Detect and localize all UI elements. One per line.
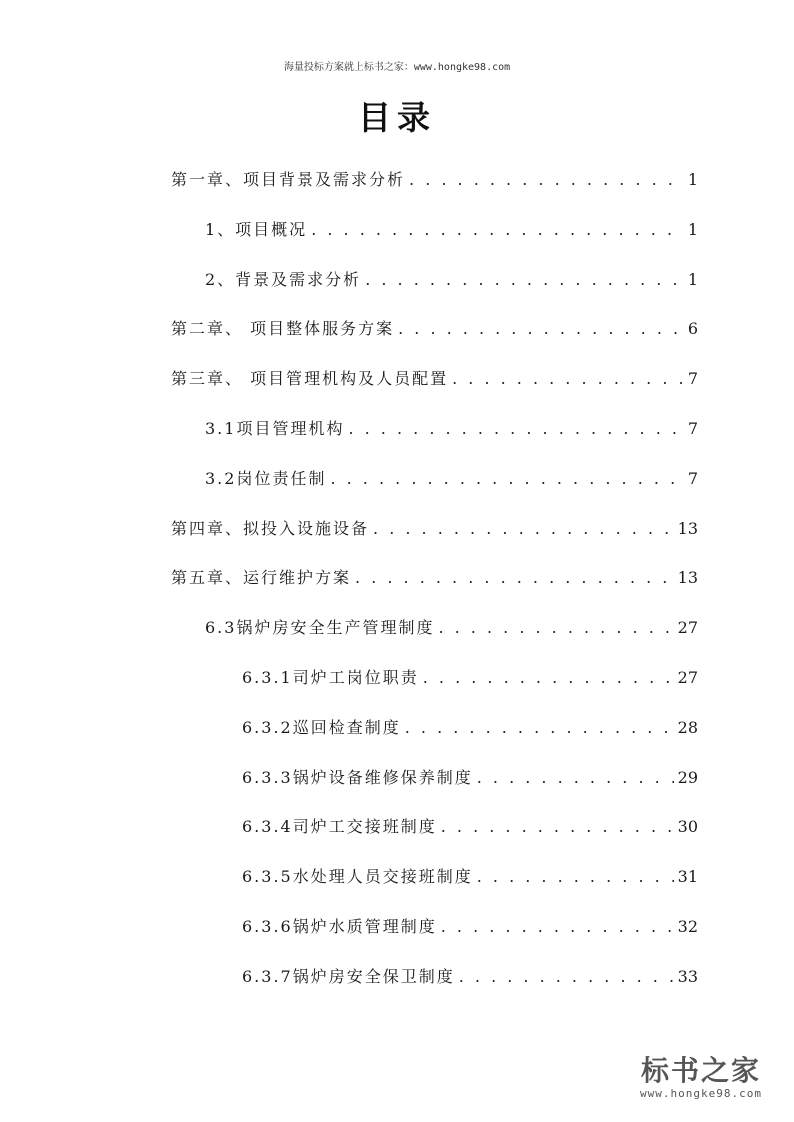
toc-entry-page: 27 [677,668,698,687]
toc-entry[interactable] [171,366,698,396]
toc-entry[interactable] [205,615,698,645]
toc-entry-page: 31 [677,867,698,887]
toc-entry[interactable] [205,217,698,247]
toc-dot-leader [477,867,674,886]
toc-entry-label: 6.3锅炉房安全生产管理制度 [205,618,435,638]
toc-entry-label: 第一章、项目背景及需求分析 [171,170,406,189]
toc-entry[interactable] [205,466,698,496]
watermark-url: www.hongke98.com [640,1087,762,1100]
toc-dot-leader [459,967,674,986]
toc-entry-page: 7 [687,419,698,438]
toc-entry-page: 1 [687,170,698,189]
toc-entry-page: 29 [677,767,698,787]
toc-entry-label: 第四章、拟投入设施设备 [171,518,370,538]
toc-dot-leader [477,768,674,787]
toc-entry[interactable] [242,914,698,944]
toc-entry-label: 6.3.1司炉工岗位职责 [242,668,419,687]
toc-dot-leader [441,817,674,836]
toc-entry[interactable] [171,516,698,546]
toc-dot-leader [438,618,673,637]
toc-entry[interactable] [242,814,698,844]
toc-entry-page: 28 [677,717,698,737]
toc-entry-page: 30 [677,817,698,837]
toc-entry-page: 1 [687,269,698,289]
toc-entry[interactable] [171,316,698,346]
toc-entry[interactable] [171,565,698,595]
toc-entry-page: 32 [677,917,698,936]
toc-entry-label: 1、项目概况 [205,219,308,239]
toc-entry-page: 1 [687,219,698,239]
toc-entry-page: 33 [677,966,698,986]
toc-dot-leader [348,419,683,438]
toc-entry[interactable] [242,964,698,994]
toc-entry[interactable] [242,864,698,894]
toc-entry[interactable] [205,416,698,446]
toc-dot-leader [365,270,684,289]
toc-dot-leader [330,469,683,488]
toc-entry-page: 13 [677,518,698,538]
header-note: 海量投标方案就上标书之家：www.hongke98.com [283,62,511,73]
toc-entry[interactable] [242,715,698,745]
watermark-logo [626,1055,776,1100]
toc-dot-leader [409,170,684,189]
toc-entry[interactable] [205,267,698,297]
toc-dot-leader [452,369,684,388]
toc-entry-label: 第五章、运行维护方案 [171,568,352,588]
toc-entry-page: 6 [687,319,698,339]
toc-entry-label: 3.2岗位责任制 [205,468,327,488]
toc-entry-label: 第三章、 项目管理机构及人员配置 [171,369,449,389]
page-title: 目录 [358,98,436,137]
toc-entry[interactable] [171,167,698,197]
toc-entry-label: 6.3.7锅炉房安全保卫制度 [242,966,455,986]
toc-entry-label: 6.3.2巡回检查制度 [242,717,401,737]
toc-entry-page: 13 [677,568,698,588]
toc-entry[interactable] [242,665,698,695]
toc-dot-leader [311,220,684,239]
toc-entry-label: 2、背景及需求分析 [205,269,362,289]
toc-entry-page: 27 [677,618,698,638]
toc-dot-leader [373,519,674,538]
watermark-brand: 标书之家 [640,1054,761,1087]
toc-dot-leader [355,568,674,587]
toc-entry-label: 6.3.3锅炉设备维修保养制度 [242,767,473,787]
toc-entry-label: 3.1项目管理机构 [205,419,345,438]
toc-entry-label: 6.3.4司炉工交接班制度 [242,817,437,837]
toc-entry-page: 7 [687,369,698,389]
toc-entry[interactable] [242,765,698,795]
toc-dot-leader [441,917,674,936]
toc-dot-leader [398,319,684,338]
toc-entry-label: 6.3.5水处理人员交接班制度 [242,867,473,887]
toc-entry-page: 7 [687,468,698,488]
toc-dot-leader [423,668,674,687]
toc-entry-label: 第二章、 项目整体服务方案 [171,319,395,339]
toc-dot-leader [405,718,674,737]
toc-entry-label: 6.3.6锅炉水质管理制度 [242,917,437,936]
